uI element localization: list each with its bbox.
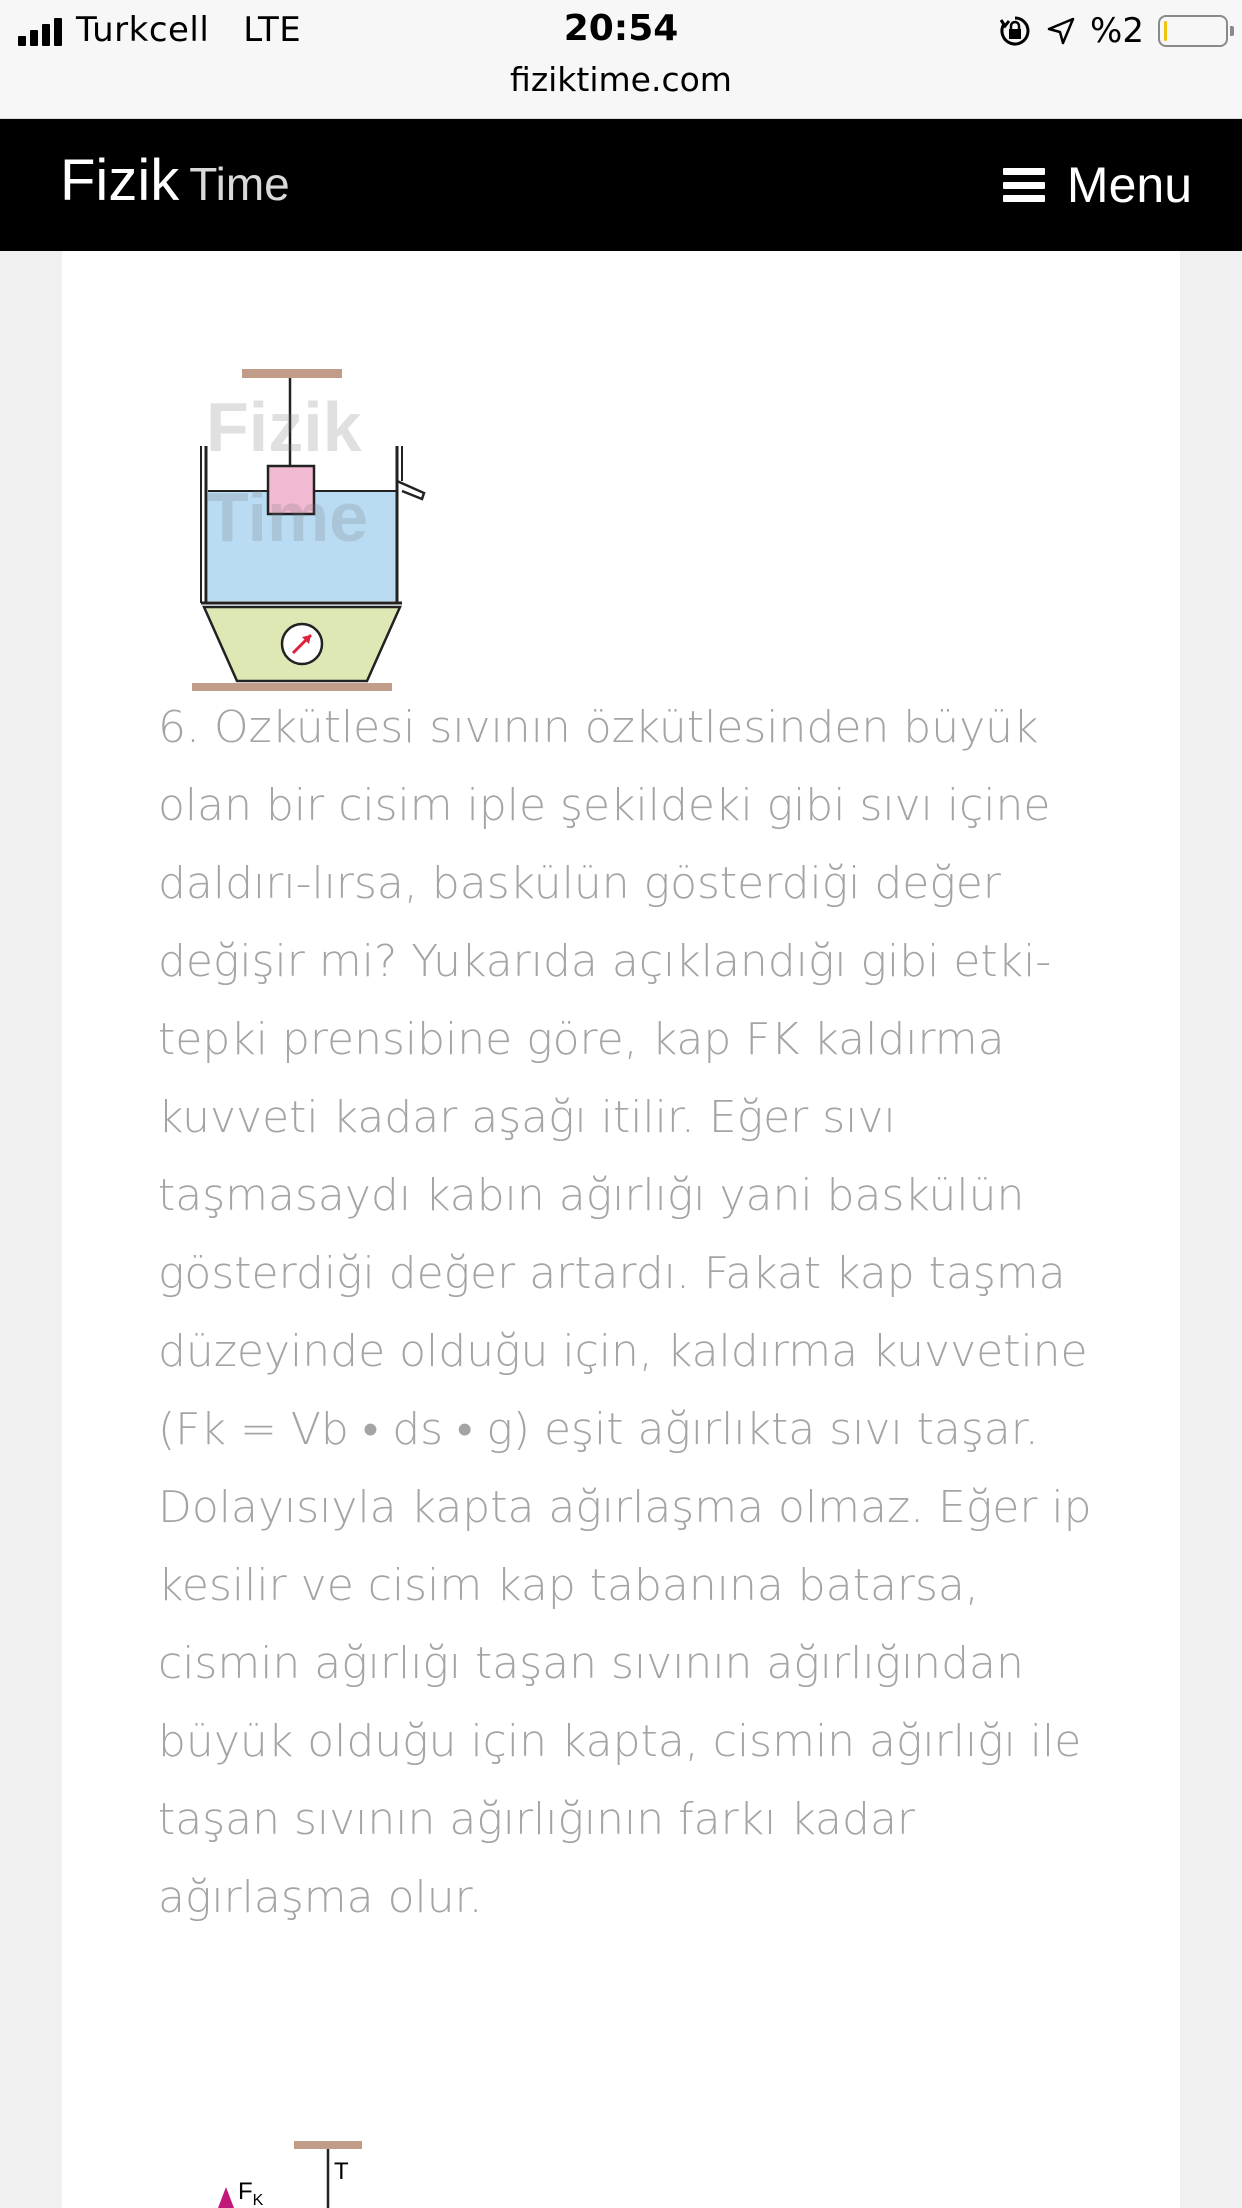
clock: 20:54 <box>563 8 679 49</box>
menu-label: Menu <box>1066 157 1192 213</box>
status-icons <box>998 10 1228 52</box>
site-header <box>0 119 1242 251</box>
battery-icon <box>1158 15 1228 47</box>
hamburger-icon <box>1003 168 1045 202</box>
network-type: LTE <box>243 10 302 50</box>
ceiling-bar <box>242 369 342 378</box>
overflow-spout <box>397 481 424 499</box>
address-bar-url[interactable]: fiziktime.com <box>510 60 732 99</box>
ceiling-bar <box>294 2141 362 2149</box>
article-card <box>62 251 1180 2208</box>
menu-button[interactable] <box>1003 155 1192 215</box>
logo-fizik: Fizik <box>60 148 180 213</box>
watermark-line2: Time <box>206 478 369 556</box>
site-logo[interactable] <box>60 147 290 214</box>
force-diagram-figure <box>202 2131 462 2208</box>
status-bar <box>0 0 1242 119</box>
tension-label: T <box>334 2158 349 2185</box>
tank-on-scale-figure <box>192 351 512 691</box>
logo-time: Time <box>189 158 290 210</box>
battery-level <box>1164 21 1167 41</box>
article-paragraph: 6. Ozkütlesi sıvının özkütlesinden büyük olan bir cisim iple şekildeki gibi sıvı içine daldırı-lırsa, baskülün gösterdiği değer değişir mi? Yukarıda açıklandığı gibi etki-tepki prensibine göre, kap FK kaldırma kuvveti kadar aşağı itilir. Eğer sıvı taşmasaydı kabın ağırlığı yani baskülün gösterdiği değer artardı. Fakat kap taşma düzeyinde olduğu için, kaldırma kuvvetine (Fk = Vb • ds • g) eşit ağırlıkta sıvı taşar. Dolayısıyla kapta ağırlaşma olmaz. Eğer ip kesilir ve cisim kap tabanına batarsa, cismin ağırlığı taşan sıvının ağırlığından büyük olduğu için kapta, cismin ağırlığı ile taşan sıvının ağırlığının farkı kadar ağırlaşma olur. <box>158 702 1092 1923</box>
battery-percent: %2 <box>1090 11 1144 51</box>
watermark-line1: Fizik <box>206 388 362 466</box>
carrier-name: Turkcell <box>76 10 210 50</box>
buoyant-force-arrow-icon <box>218 2187 234 2208</box>
orientation-lock-icon <box>998 14 1032 48</box>
location-arrow-icon <box>1046 16 1076 46</box>
force-label: $F_K$ <box>238 2178 264 2208</box>
